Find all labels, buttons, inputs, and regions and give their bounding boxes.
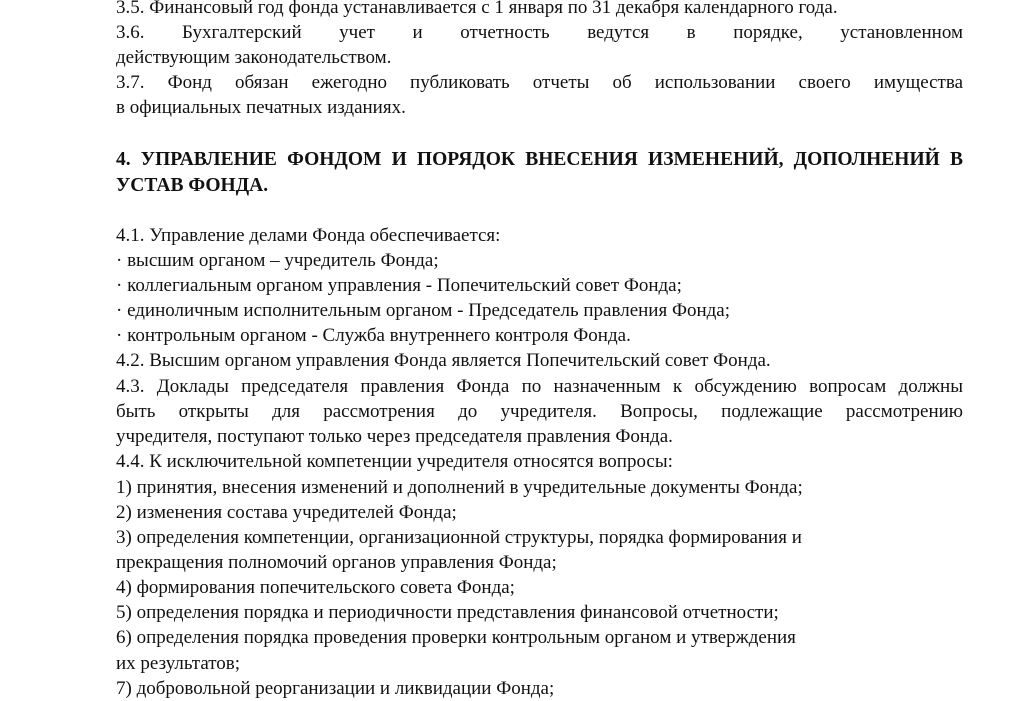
list-item: 5) определения порядка и периодичности представления финансовой отчетности; bbox=[116, 602, 779, 623]
bullet-item: · высшим органом – учредитель Фонда; bbox=[116, 250, 439, 271]
clause-3-6: 3.6. Бухгалтерский учет и отчетность ведутся в порядке, установленном bbox=[116, 22, 963, 43]
clause-3-7: 3.7. Фонд обязан ежегодно публиковать отчеты об использовании своего имущества bbox=[116, 72, 963, 93]
list-item: 2) изменения состава учредителей Фонда; bbox=[116, 502, 457, 523]
clause-4-3-continued: быть открыты для рассмотрения до учредителя. Вопросы, подлежащие рассмотрению bbox=[116, 401, 963, 422]
list-item-continued: их результатов; bbox=[116, 653, 241, 674]
clause-3-6-continued: действующим законодательством. bbox=[116, 47, 392, 68]
clause-4-2: 4.2. Высшим органом управления Фонда является Попечительский совет Фонда. bbox=[116, 350, 771, 371]
clause-3-5: 3.5. Финансовый год фонда устанавливается с 1 января по 31 декабря календарного года. bbox=[116, 0, 838, 18]
clause-4-4: 4.4. К исключительной компетенции учредителя относятся вопросы: bbox=[116, 451, 673, 472]
clause-4-3: 4.3. Доклады председателя правления Фонда по назначенным к обсуждению вопросам должны bbox=[116, 376, 963, 397]
list-item: 6) определения порядка проведения проверки контрольным органом и утверждения bbox=[116, 627, 796, 648]
list-item: 7) добровольной реорганизации и ликвидации Фонда; bbox=[116, 678, 555, 699]
list-item: 4) формирования попечительского совета Фонда; bbox=[116, 577, 515, 598]
list-item: 1) принятия, внесения изменений и дополнений в учредительные документы Фонда; bbox=[116, 477, 803, 498]
section-4-heading: 4. УПРАВЛЕНИЕ ФОНДОМ И ПОРЯДОК ВНЕСЕНИЯ ИЗМЕНЕНИЙ, ДОПОЛНЕНИЙ В bbox=[116, 149, 963, 170]
bullet-item: · коллегиальным органом управления - Попечительский совет Фонда; bbox=[116, 275, 682, 296]
bullet-item: · единоличным исполнительным органом - Председатель правления Фонда; bbox=[116, 300, 731, 321]
section-4-heading-continued: УСТАВ ФОНДА. bbox=[116, 175, 269, 196]
list-item: 3) определения компетенции, организационной структуры, порядка формирования и bbox=[116, 527, 802, 548]
list-item-continued: прекращения полномочий органов управления Фонда; bbox=[116, 552, 557, 573]
bullet-item: · контрольным органом - Служба внутреннего контроля Фонда. bbox=[116, 325, 631, 346]
clause-4-1: 4.1. Управление делами Фонда обеспечивается: bbox=[116, 225, 501, 246]
clause-3-7-continued: в официальных печатных изданиях. bbox=[116, 97, 406, 118]
clause-4-3-continued: учредителя, поступают только через председателя правления Фонда. bbox=[116, 426, 673, 447]
